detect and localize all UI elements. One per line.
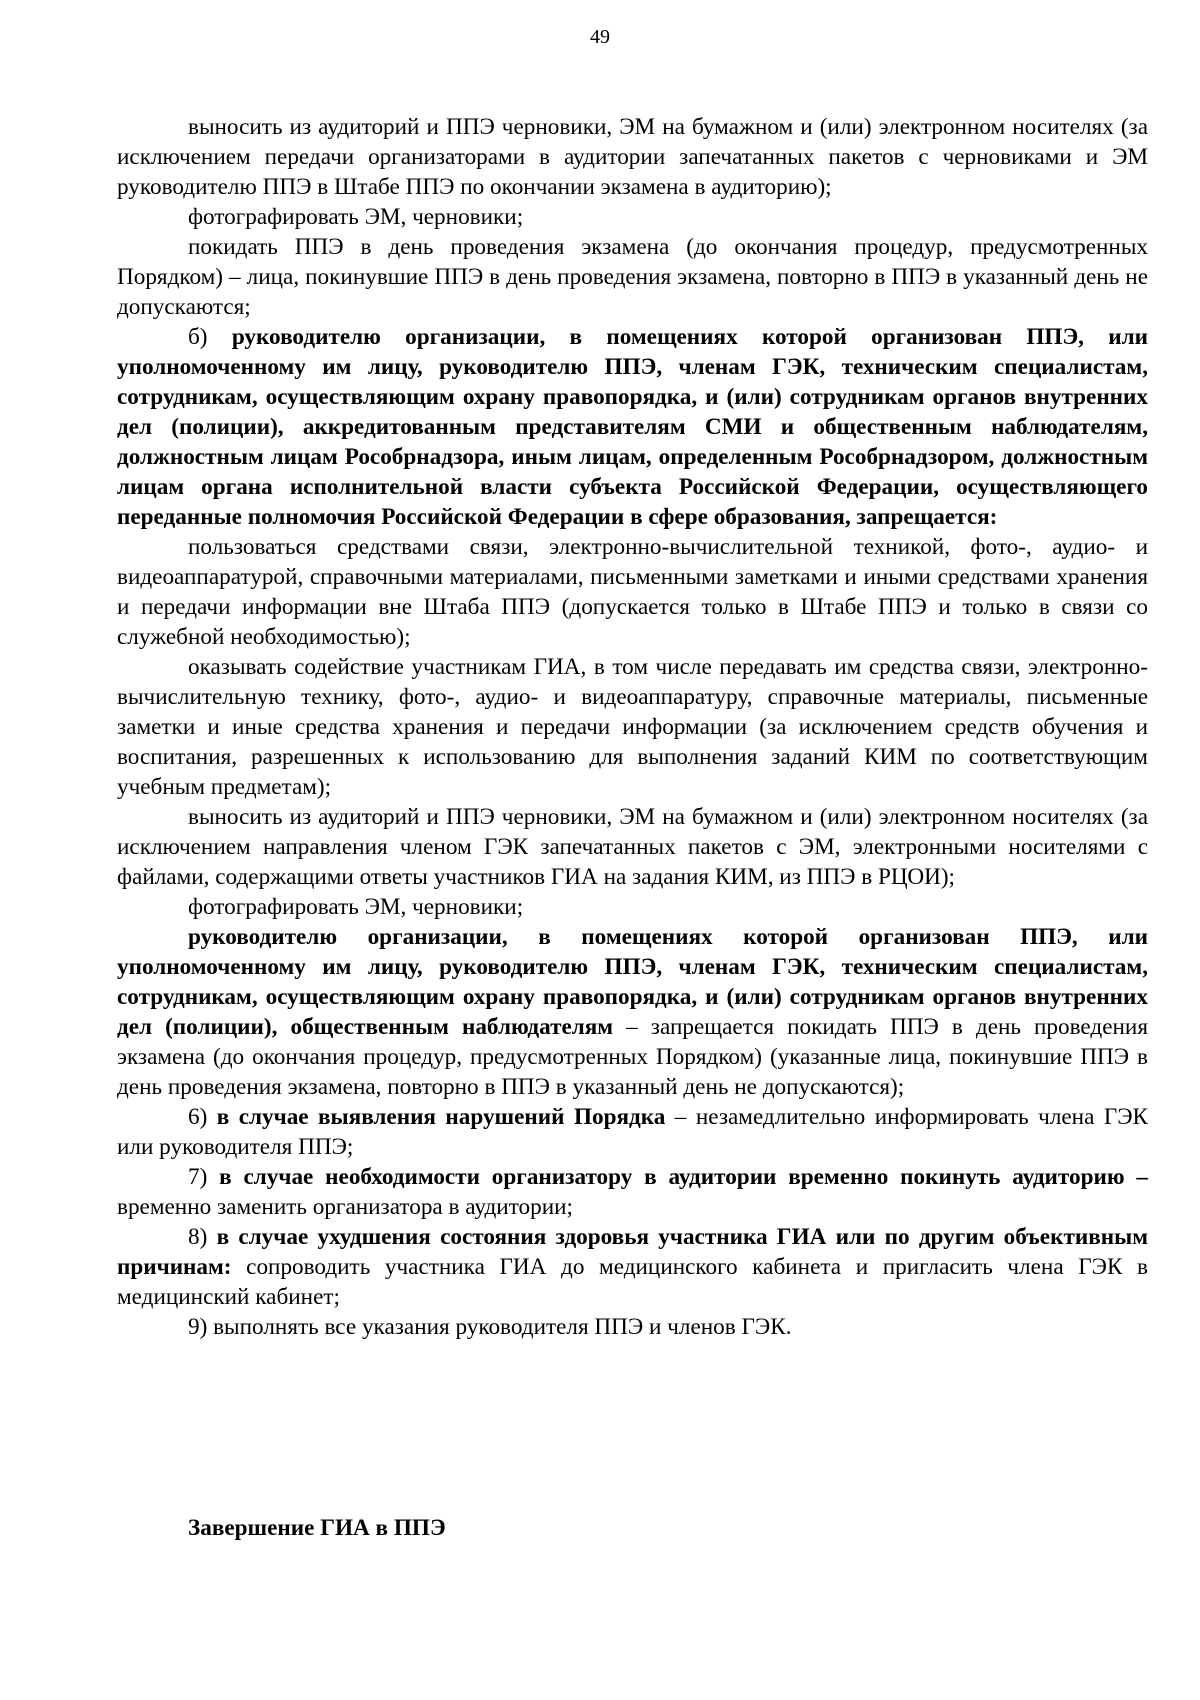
document-body bbox=[117, 112, 1148, 1342]
plain-text: – незамедлительно информировать члена ГЭК или руководителя ППЭ; bbox=[117, 1104, 1148, 1160]
paragraph: фотографировать ЭМ, черновики; bbox=[188, 204, 524, 230]
plain-text: временно заменить организатора в аудитории; bbox=[117, 1194, 573, 1220]
bold-text: в случае необходимости организатору в аудитории временно покинуть аудиторию – bbox=[219, 1164, 1148, 1190]
section-heading: Завершение ГИА в ППЭ bbox=[188, 1515, 446, 1541]
plain-text: сопроводить участника ГИА до медицинского кабинета и пригласить члена ГЭК в медицинский кабинет; bbox=[117, 1254, 1148, 1310]
list-marker: б) bbox=[188, 324, 232, 350]
paragraph bbox=[117, 1222, 1148, 1312]
paragraph bbox=[117, 322, 1148, 532]
list-marker: 7) bbox=[188, 1164, 220, 1190]
bold-text: в случае ухудшения состояния здоровья участника ГИА или по другим объективным причинам: bbox=[117, 1224, 1148, 1280]
paragraph: выносить из аудиторий и ППЭ черновики, ЭМ на бумажном и (или) электронном носителях (за исключением передачи организаторами в аудитории запечатанных пакетов с черновиками и ЭМ руководителю ППЭ в Штабе ППЭ по окончании экзамена в аудиторию); bbox=[117, 114, 1148, 200]
list-marker: 8) bbox=[188, 1224, 217, 1250]
paragraph bbox=[117, 922, 1148, 1102]
paragraph: покидать ППЭ в день проведения экзамена (до окончания процедур, предусмотренных Порядком) – лица, покинувшие ППЭ в день проведения экзамена, повторно в ППЭ в указанный день не допускаются; bbox=[117, 234, 1148, 320]
bold-text: руководителю организации, в помещениях которой организован ППЭ, или уполномоченному им лицу, руководителю ППЭ, членам ГЭК, техническим специалистам, сотрудникам, осуществляющим охрану правопорядка, и (или) сотрудникам органов внутренних дел (полиции), аккредитованным представителям СМИ и общественным наблюдателям, должностным лицам Рособрнадзора, иным лицам, определенным Рособрнадзором, должностным лицам органа исполнительной власти субъекта Российской Федерации, осуществляющего переданные полномочия Российской Федерации в сфере образования, запрещается: bbox=[117, 324, 1148, 530]
bold-text: в случае выявления нарушений Порядка bbox=[216, 1104, 666, 1130]
plain-text: – запрещается покидать ППЭ в день проведения экзамена (до окончания процедур, предусмотренных Порядком) (указанные лица, покинувшие ППЭ в день проведения экзамена, повторно в ППЭ в указанный день не допускаются); bbox=[117, 1014, 1148, 1100]
paragraph bbox=[117, 1102, 1148, 1162]
page-number: 49 bbox=[590, 26, 610, 48]
bold-text: руководителю организации, в помещениях которой организован ППЭ, или уполномоченному им лицу, руководителю ППЭ, членам ГЭК, техническим специалистам, сотрудникам, осуществляющим охрану правопорядка, и (или) сотрудникам органов внутренних дел (полиции), общественным наблюдателям bbox=[117, 924, 1148, 1040]
paragraph: 9) выполнять все указания руководителя ППЭ и членов ГЭК. bbox=[188, 1314, 792, 1340]
paragraph: пользоваться средствами связи, электронно-вычислительной техникой, фото-, аудио- и видеоаппаратурой, справочными материалами, письменными заметками и иными средствами хранения и передачи информации вне Штаба ППЭ (допускается только в Штабе ППЭ и только в связи со служебной необходимостью); bbox=[117, 534, 1148, 650]
paragraph: оказывать содействие участникам ГИА, в том числе передавать им средства связи, электронно-вычислительную технику, фото-, аудио- и видеоаппаратуру, справочные материалы, письменные заметки и иные средства хранения и передачи информации (за исключением средств обучения и воспитания, разрешенных к использованию для выполнения заданий КИМ по соответствующим учебным предметам); bbox=[117, 654, 1148, 800]
paragraph bbox=[117, 1162, 1148, 1222]
list-marker: 6) bbox=[188, 1104, 217, 1130]
paragraph: выносить из аудиторий и ППЭ черновики, ЭМ на бумажном и (или) электронном носителях (за исключением направления членом ГЭК запечатанных пакетов с ЭМ, электронными носителями с файлами, содержащими ответы участников ГИА на задания КИМ, из ППЭ в РЦОИ); bbox=[117, 804, 1148, 890]
paragraph: фотографировать ЭМ, черновики; bbox=[188, 894, 524, 920]
